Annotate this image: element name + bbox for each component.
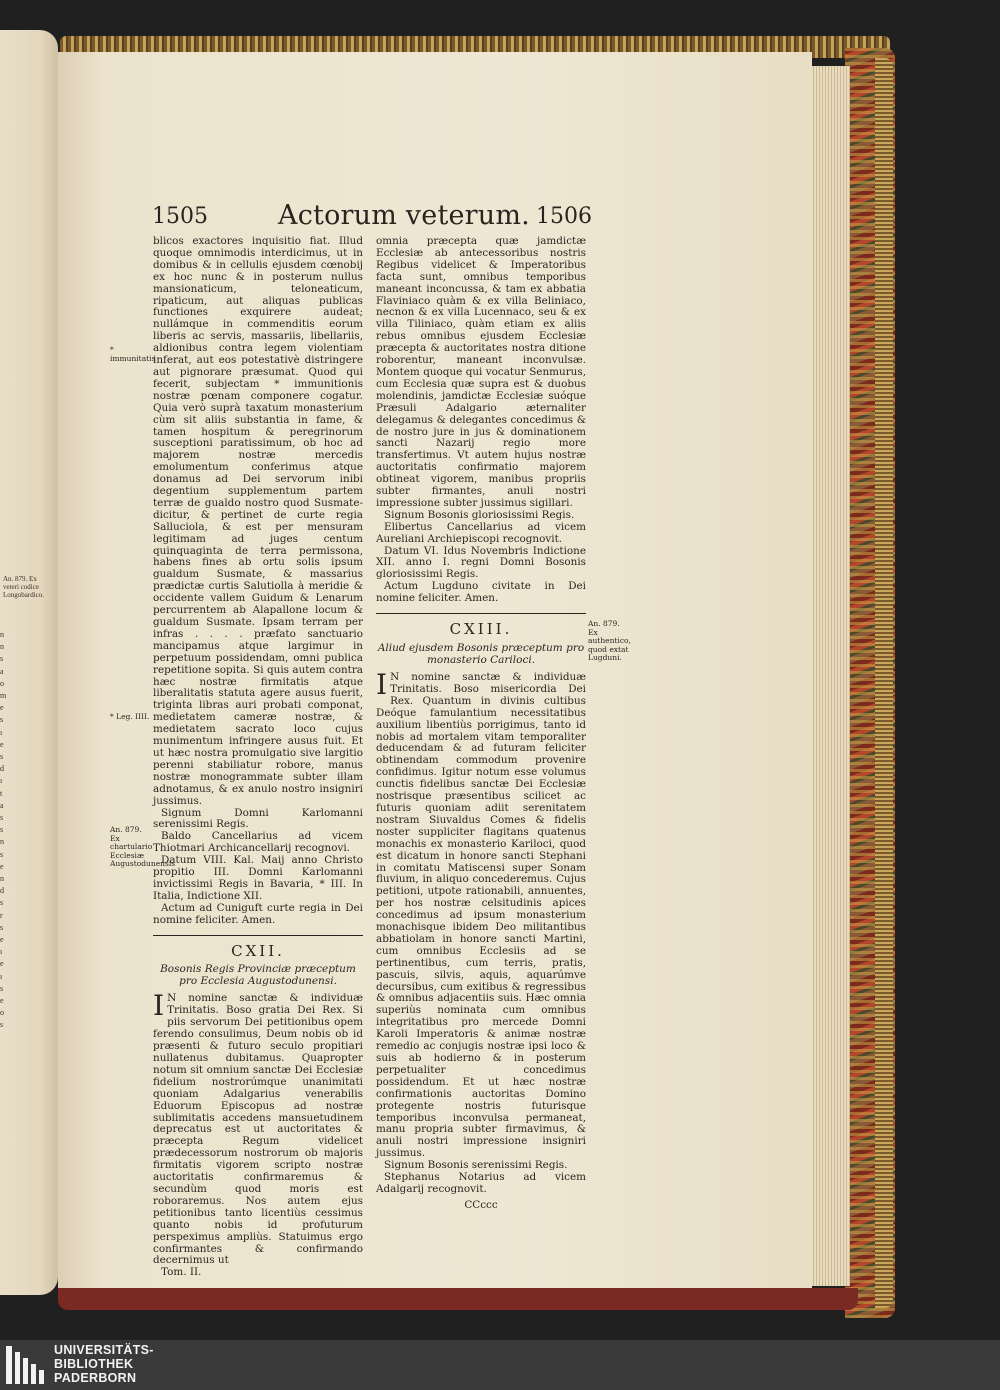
left-page-fragment: t: [0, 788, 3, 798]
left-page-fragment: o: [0, 678, 4, 688]
left-page-fragment: ı: [0, 776, 3, 786]
actum-line: Actum Lugduno civitate in Dei nomine feliciter. Amen.: [376, 580, 586, 605]
date-line: Datum VIII. Kal. Maij anno Christo propitio III. Domni Karlomanni invictissimi Regis in Bavaria, * III. In Italia, Indictione XII.: [153, 854, 363, 902]
section-number: CXII.: [231, 941, 285, 960]
left-page-fragment: d: [0, 764, 4, 774]
page-number-right: 1506: [536, 204, 592, 229]
left-page-fragment: e: [0, 739, 4, 749]
left-page-edge: [0, 30, 58, 1295]
left-page-fragment: d: [0, 886, 4, 896]
left-page-fragment: m: [0, 691, 7, 700]
sidenote-an879-left: An. 879. Ex chartulario Ecclesiæ Augustodunensis: [110, 825, 176, 868]
date-line: Datum VI. Idus Novembris Indictione XII. anno I. regni Domni Bosonis gloriosissimi Regis.: [376, 544, 586, 581]
left-page-fragment: o: [0, 1008, 4, 1018]
catchword-tom: Tom. II.: [161, 1266, 202, 1279]
section-number: CXIII.: [449, 620, 513, 639]
signature: Baldo Cancellarius ad vicem Thiotmari Archicancellarij recognovi.: [153, 830, 363, 855]
left-page-fragment: s: [0, 922, 4, 932]
signature: Signum Bosonis gloriosissimi Regis.: [384, 508, 575, 521]
left-page-fragment: n: [0, 642, 4, 652]
signature: Signum Domni Karlomanni serenissimi Regis.: [153, 806, 363, 831]
sidenote-an879-right: An. 879. Ex authentico, quod extat Lugduni.: [588, 619, 631, 662]
left-page-fragment: s: [0, 715, 4, 725]
left-page-fragment: s: [0, 898, 4, 908]
catchword-signature: CCccc: [464, 1198, 498, 1211]
signature: Signum Bosonis serenissimi Regis.: [384, 1159, 568, 1172]
running-title: Actorum veterum.: [278, 200, 530, 231]
library-footer: [0, 1340, 1000, 1390]
left-page-fragment: ı: [0, 971, 3, 981]
sidenote-leg: * Leg. IIII.: [110, 712, 150, 721]
section-text: N nomine sanctæ & individuæ Trinitatis. Boso misericordia Dei Rex. Quantum in divinis cultibus Deóque famulantium necessitatibus auxilium libentiùs porrigimus, tanto id nobis ad mortalem vitam temporaliter deducendam & ad futuram feliciter obtinendam commodum provenire confidimus. Igitur notum esse volumus cunctis fidelibus sanctæ Dei Ecclesiæ nostrisque præsentibus scilicet ac futuris quoniam adiit serenitatem nostram Siuvaldus Comes & fidelis noster suppliciter flagitans quatenus monachis ex monasterio Kariloci, quod est dicatum in honore sancti Stephani in comitatu Matiscensi super Sonam fluvium, in aliquo concederemus. Cujus petitioni, utpote rationabili, annuentes, per hos nostræ celsitudinis apices concedimus ad ipsum monasterium monachisque ibidem Deo militantibus abbatiolam in honore sancti Martini, cum omnibus Ecclesiis ad se pertinentibus, cum terris, pratis, pascuis, silvis, aquis, aquarúmve decursibus, cum exitibus & regressibus & omnibus adjacentiis suis. Hæc omnia superiùs nominata cum omnibus integritatibus pro mercede Domni Karoli Imperatoris & animæ nostræ remedio ac conjugis nostræ ipsi loco & suis ab hodierno & in posterum perpetualiter concedimus possidendum. Et ut hæc nostræ confirmationis auctoritas Domino protegente nostris futurisque temporibus inconvulsa permaneat, manu propria subter firmavimus, & anuli nostri impressione insigniri jussimus.: [376, 671, 586, 1160]
left-page-note: An. 879. Ex veteri codice Longobardico.: [3, 575, 45, 599]
left-page-fragment: s: [0, 849, 4, 859]
paragraph: blicos exactores inquisitio fiat. Illud quoque omnimodis interdicimus, ut in domibus & in cellulis ejusdem cœnobij ex hoc nunc & in posterum nullus mansionaticum, teloneaticum, ripaticum, aut aliquas publicas functiones exquirere audeat; nullámque in commenditis eorum liberis ac servis, massariis, libellariis, aldionibus contra legem violentiam inferat, aut eos potestativè distringere aut pignorare præsumat. Quod qui fecerit, subjectam * immunitionis nostræ pœnam componere cogatur. Quia verò suprà taxatum monasterium cùm sit aliis substantia in fame, & tamen hospitum & peregrinorum susceptioni paratissimum, ob hoc ad majorem nostræ mercedis emolumentum conferimus atque donamus ad Dei servorum inibi degentium supplementum partem terræ de gualdo nostro quod Susmate-dicitur, & pertinet de curte regia Salluciola, & est per mensuram legitimam ad juges centum quinquaginta de terra permissona, habens fines ab ortu solis ipsum gualdum Susmate, & massarius prædictæ curtis Salutiolla à meridie & occidente vallem Guidum & Lenarum percurrentem ab Alapallone locum & gualdum Susmate. Ipsam terram per infras . . . . præfato sanctuario mancipamus atque largimur in perpetuum possidendam, omni publica repetitione sopita. Si quis autem contra hæc nostræ firmitatis atque liberalitatis statuta agere ausus fuerit, triginta libras auri probati componat, medietatem cameræ nostræ, & medietatem sacrato loco cujus munimentum infringere ausus fuit. Et ut hæc nostra promulgatio sive largitio perenni stabiliatur robore, manus nostræ monogrammate subter illam adnotamus, & ex anulo nostro insigniri jussimus.: [153, 235, 363, 807]
left-page-fragment: e: [0, 935, 4, 944]
sidenote-immunitatis: * immunitatis: [110, 345, 156, 363]
paragraph: omnia præcepta quæ jamdictæ Ecclesiæ ab antecessoribus nostris Regibus videlicet & Imperatoribus facta sunt, omnibus temporibus maneant inconcussa, & tam ex abbatia Flaviniaco quàm & ex villa Beliniaco, necnon & ex villa Lucennaco, seu & ex villa Tiliniaco, quàm etiam ex aliis rebus omnibus ejusdem Ecclesiæ præcepta & auctoritates nostra ditione roborentur, maneant inconvulsæ. Montem quoque qui vocatur Senmurus, cum Ecclesia quæ supra est & duobus molendinis, jamdictæ Ecclesiæ suóque Præsuli Adalgario æternaliter delegamus & delegantes concedimus & de nostro jure in jus & dominationem sancti Nazarij regio more transfertimus. Vt autem hujus nostræ auctoritatis confirmatio majorem obtineat vigorem, manibus propriis subter firmantes, anuli nostri impressione subter jussimus sigillari.: [376, 235, 586, 509]
left-column: [153, 236, 363, 1279]
library-name: [54, 1343, 154, 1386]
section-title: Aliud ejusdem Bosonis præceptum pro monasterio Cariloci.: [377, 642, 585, 666]
left-page-fragment: e: [0, 861, 4, 871]
left-page-fragment: r: [0, 910, 3, 920]
left-page-fragment: n: [0, 630, 4, 639]
left-page-fragment: s: [0, 983, 4, 993]
library-name-line2: BIBLIOTHEK: [54, 1357, 134, 1372]
gilt-edge: [875, 58, 893, 1308]
left-page-fragment: n: [0, 837, 4, 847]
left-page-fragment: s: [0, 1020, 4, 1030]
left-page-fragment: e: [0, 703, 4, 713]
library-name-line3: PADERBORN: [54, 1371, 137, 1386]
right-column: [376, 236, 586, 1212]
fore-edge: [810, 66, 850, 1286]
section-title: Bosonis Regis Provinciæ præceptum pro Ecclesia Augustodunensi.: [160, 963, 356, 988]
left-page-fragment: a: [0, 666, 4, 676]
drop-cap: I: [376, 668, 388, 701]
bottom-board: [58, 1288, 858, 1310]
left-page-fragment: a: [0, 800, 4, 810]
drop-cap: I: [153, 989, 165, 1023]
left-page-fragment: s: [0, 825, 4, 835]
left-page-fragment: e: [0, 996, 4, 1005]
actum-line: Actum ad Cuniguft curte regia in Dei nomine feliciter. Amen.: [153, 901, 363, 926]
signature: Elibertus Cancellarius ad vicem Aureliani Archiepiscopi recognovit.: [376, 520, 586, 545]
left-page-fragment: s: [0, 752, 4, 761]
page-header: [152, 200, 592, 240]
section-text: N nomine sanctæ & individuæ Trinitatis. Boso gratia Dei Rex. Si piis servorum Dei petitionibus opem ferendo consulimus, Deum nobis ob id præsenti & futuro seculo propitiari nullatenus dubitamus. Quapropter notum sit omnium sanctæ Dei Ecclesiæ fidelium nostrorúmque unanimitati quoniam Adalgarius venerabilis Eduorum Episcopus ad nostræ sublimitatis accedens mansuetudinem deprecatus est ut auctoritates & præcepta Regum videlicet prædecessorum nostrorum ob majoris firmitatis vigorem scripto nostræ auctoritatis confirmaremus & secundùm quod moris est roboraremus. Nos autem ejus petitionibus tanto licentiùs cessimus quanto nobis id profuturum perspeximus ampliùs. Statuimus ergo confirmantes & confirmando decernimus ut: [153, 992, 363, 1267]
left-page-fragment: e: [0, 959, 4, 969]
signature: Stephanus Notarius ad vicem Adalgarij recognovit.: [376, 1171, 586, 1195]
section-rule: [153, 935, 363, 936]
page-number-left: 1505: [152, 204, 208, 229]
library-name-line1: UNIVERSITÄTS-: [54, 1343, 154, 1357]
left-page-fragment: ı: [0, 727, 3, 737]
left-page-fragment: n: [0, 874, 4, 883]
left-page-fragment: ı: [0, 947, 3, 957]
left-page-fragment: s: [0, 654, 4, 664]
section-rule: [376, 613, 586, 614]
library-logo-icon: [4, 1344, 46, 1386]
left-page-fragment: s: [0, 813, 4, 822]
